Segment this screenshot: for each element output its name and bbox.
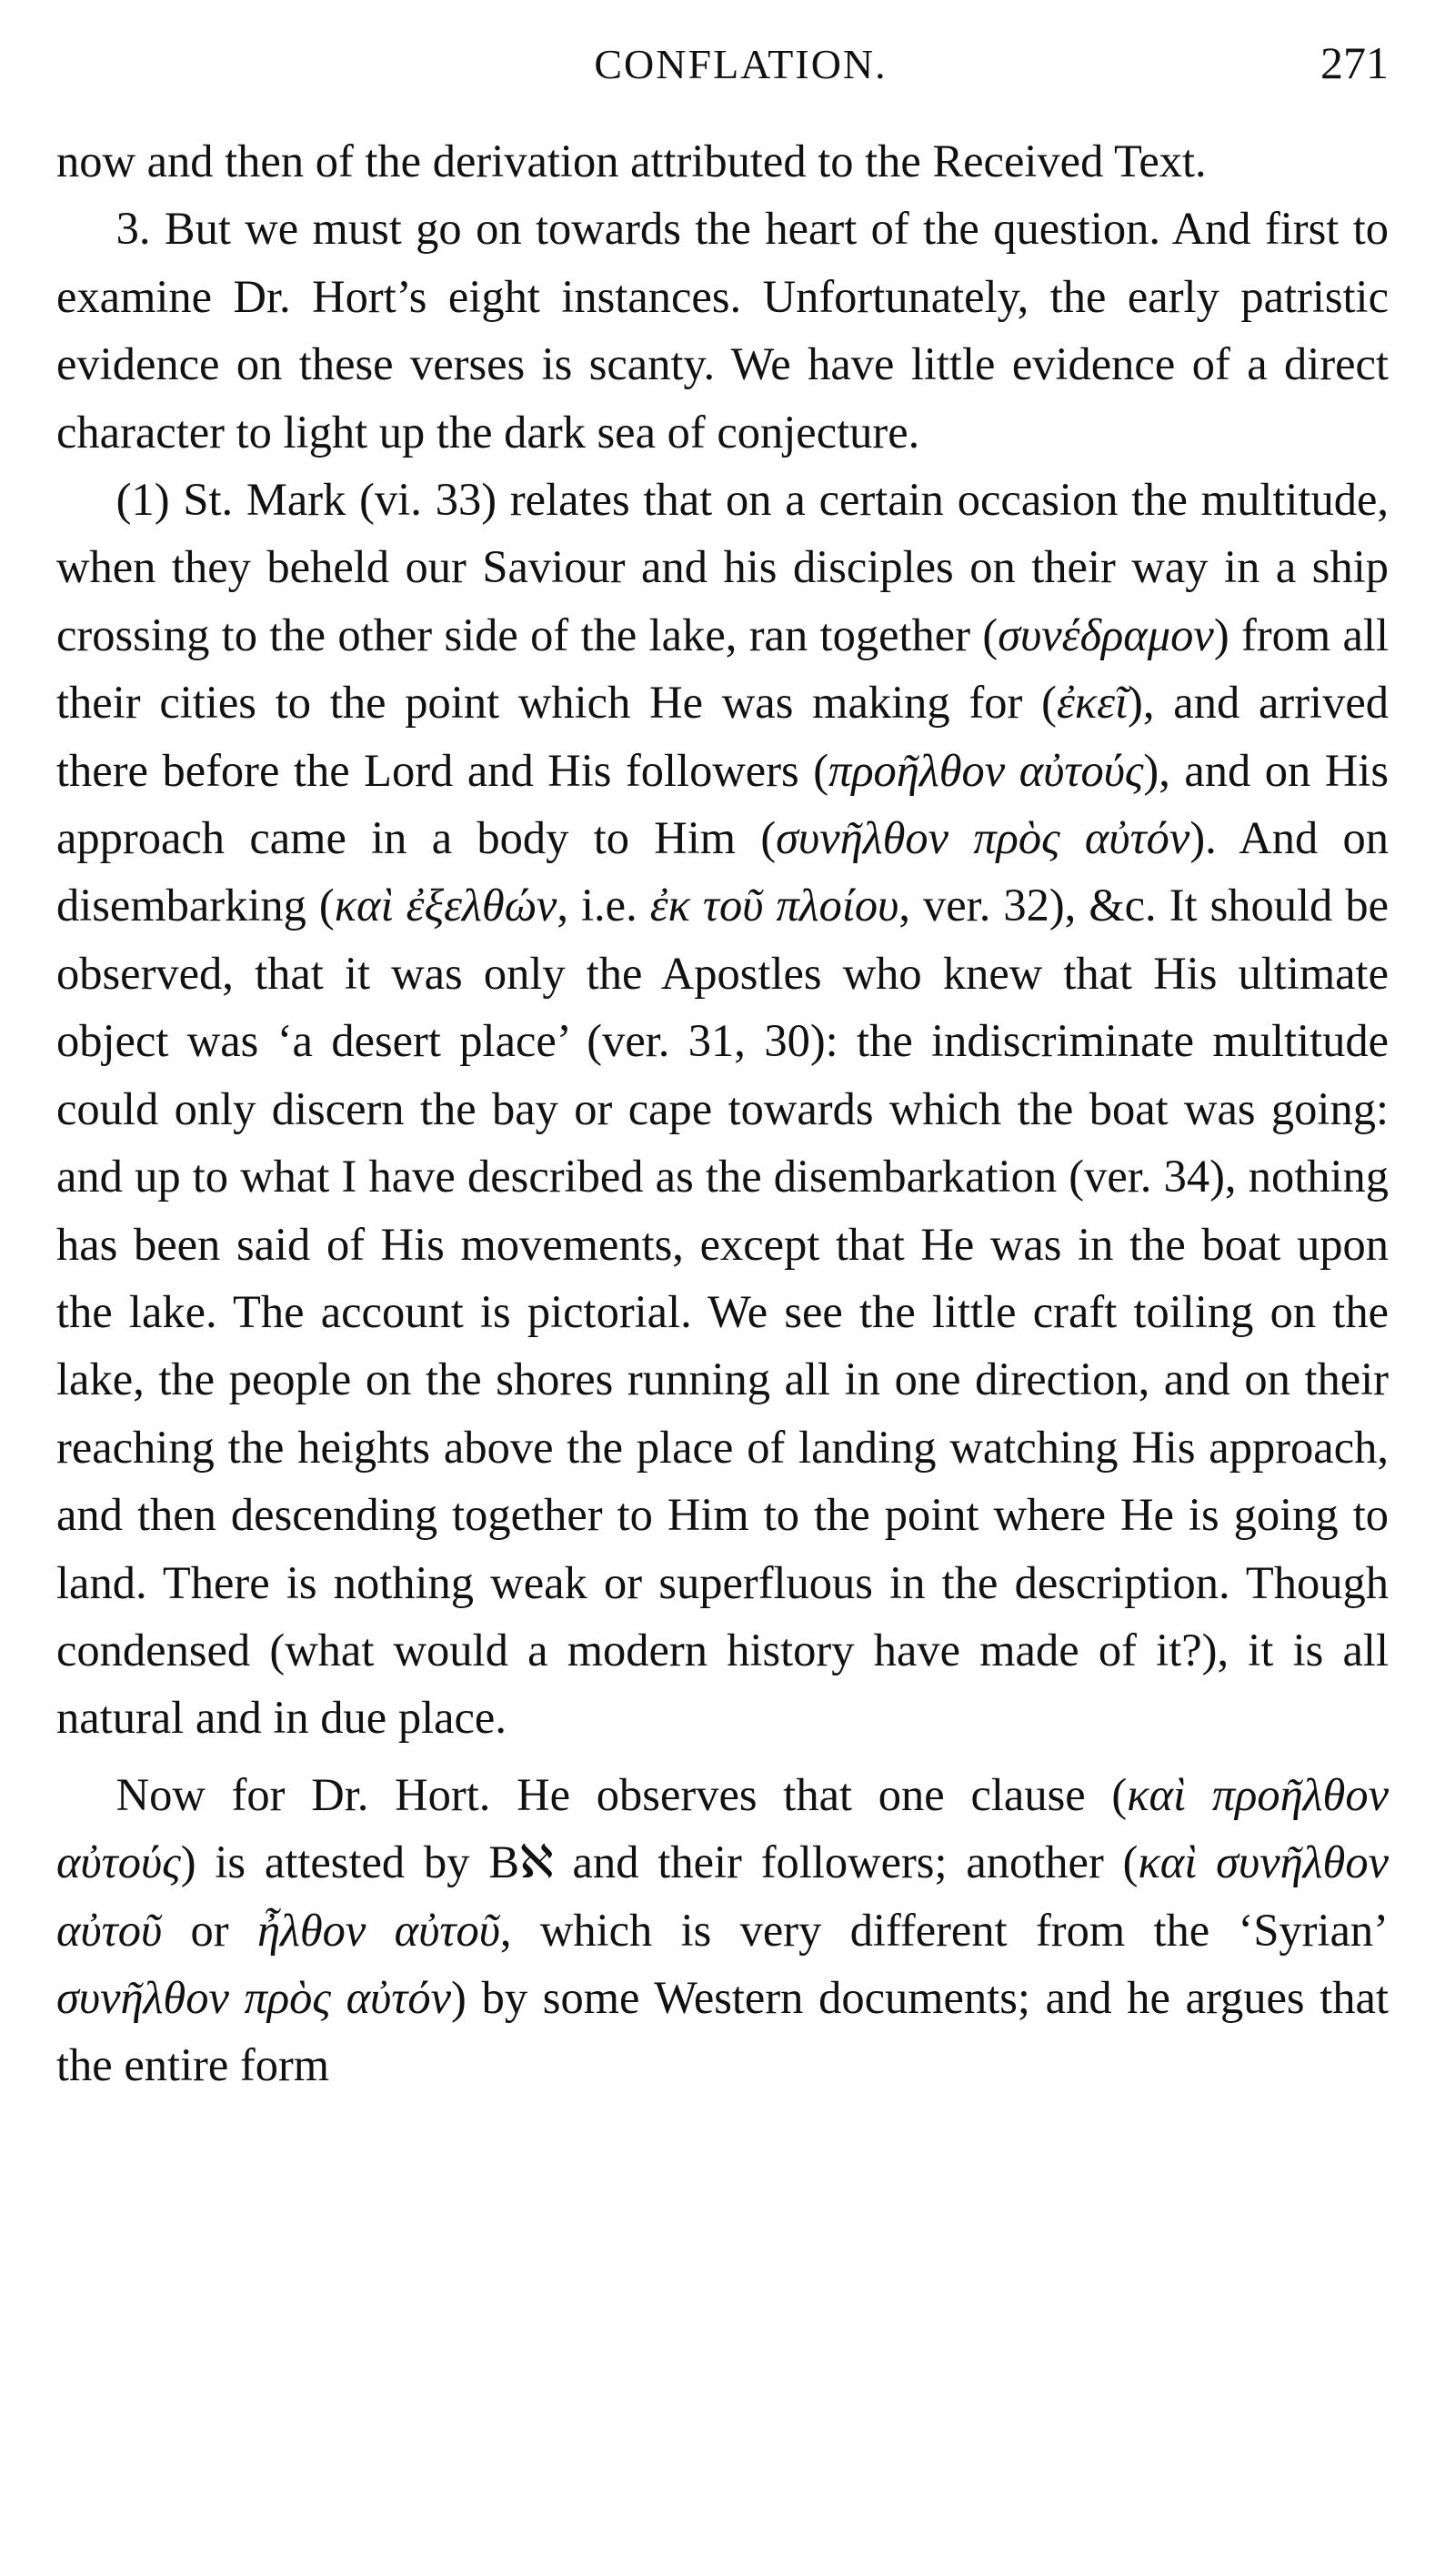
paragraph (56, 195, 1389, 466)
paragraph (56, 466, 1389, 1752)
greek-phrase: συνέδραμον (998, 609, 1214, 660)
greek-phrase: προῆλθον αὐτούς (828, 744, 1144, 796)
text-run: or (162, 1904, 257, 1956)
text-run: , ver. 32), &c. It should be observed, that it was only the Apostles who knew that His ultimate object was ‘a desert place’ (ver. 31, 30): the indiscriminate multitude could only discern the bay or cape towards which the boat was going: and up to what I have described as the disembarkation (ver. 34), nothing has been said of His movements, except that He was in the boat upon the lake. The account is pictorial. We see the little craft toiling on the lake, the people on the shores running all in one direction, and on their reaching the heights above the place of landing watching His approach, and then descending together to Him to the point where He is going to land. There is nothing weak or superfluous in the description. Though condensed (what would a modern history have made of it?), it is all natural and in due place. (56, 880, 1389, 1744)
text-run: (1) St. Mark (vi. 33) relates that on a certain occasion the multitude, when they beheld our Saviour and his disciples on their way in a ship crossing to the other side of the lake, ran together ( (56, 474, 1389, 660)
greek-phrase: ἐκ τοῦ πλοίου (649, 880, 899, 931)
text-run: ) is attested by Bℵ and their followers; another ( (180, 1836, 1139, 1888)
greek-phrase: συνῆλθον πρὸς αὐτόν (56, 1971, 452, 2023)
greek-phrase: καὶ ἐξελθών (334, 880, 557, 931)
book-page (56, 0, 1389, 2099)
text-run: ) from all their cities to the point which He was making for ( (56, 609, 1389, 729)
body-text (56, 127, 1389, 2099)
page-number: 271 (1320, 37, 1389, 88)
text-run: ) by some Western documents; and he argues that the entire form (56, 1971, 1389, 2091)
text-run: ). And on disembarking ( (56, 812, 1390, 931)
text-run: ), and on His approach came in a body to Him ( (56, 744, 1389, 864)
text-run: now and then of the derivation attributed to the Received Text. (56, 136, 1207, 186)
text-run: Now for Dr. Hort. He observes that one clause ( (115, 1768, 1128, 1820)
text-run: , which is very different from the ‘Syrian’ (499, 1904, 1389, 1956)
text-run: 3. But we must go on towards the heart of the question. And first to examine Dr. Hort’s eight instances. Unfortunately, the early patristic evidence on these verses is scanty. We have little evidence of a direct character to light up the dark sea of conjecture. (56, 203, 1389, 458)
paragraph (56, 127, 1389, 195)
greek-phrase: συνῆλθον πρὸς αὐτόν (776, 812, 1190, 864)
paragraph (56, 1761, 1389, 2099)
greek-phrase: ἦλθον αὐτοῦ (256, 1904, 500, 1956)
running-header (56, 0, 1389, 127)
greek-phrase: καὶ προῆλθον αὐτούς (56, 1768, 1390, 1888)
text-run: , i.e. (557, 880, 650, 931)
greek-phrase: ἐκεῖ (1056, 677, 1129, 729)
greek-phrase: καὶ συνῆλθον αὐτοῦ (56, 1836, 1390, 1956)
running-title: CONFLATION. (594, 41, 888, 87)
text-run: ), and arrived there before the Lord and His followers ( (56, 677, 1389, 796)
